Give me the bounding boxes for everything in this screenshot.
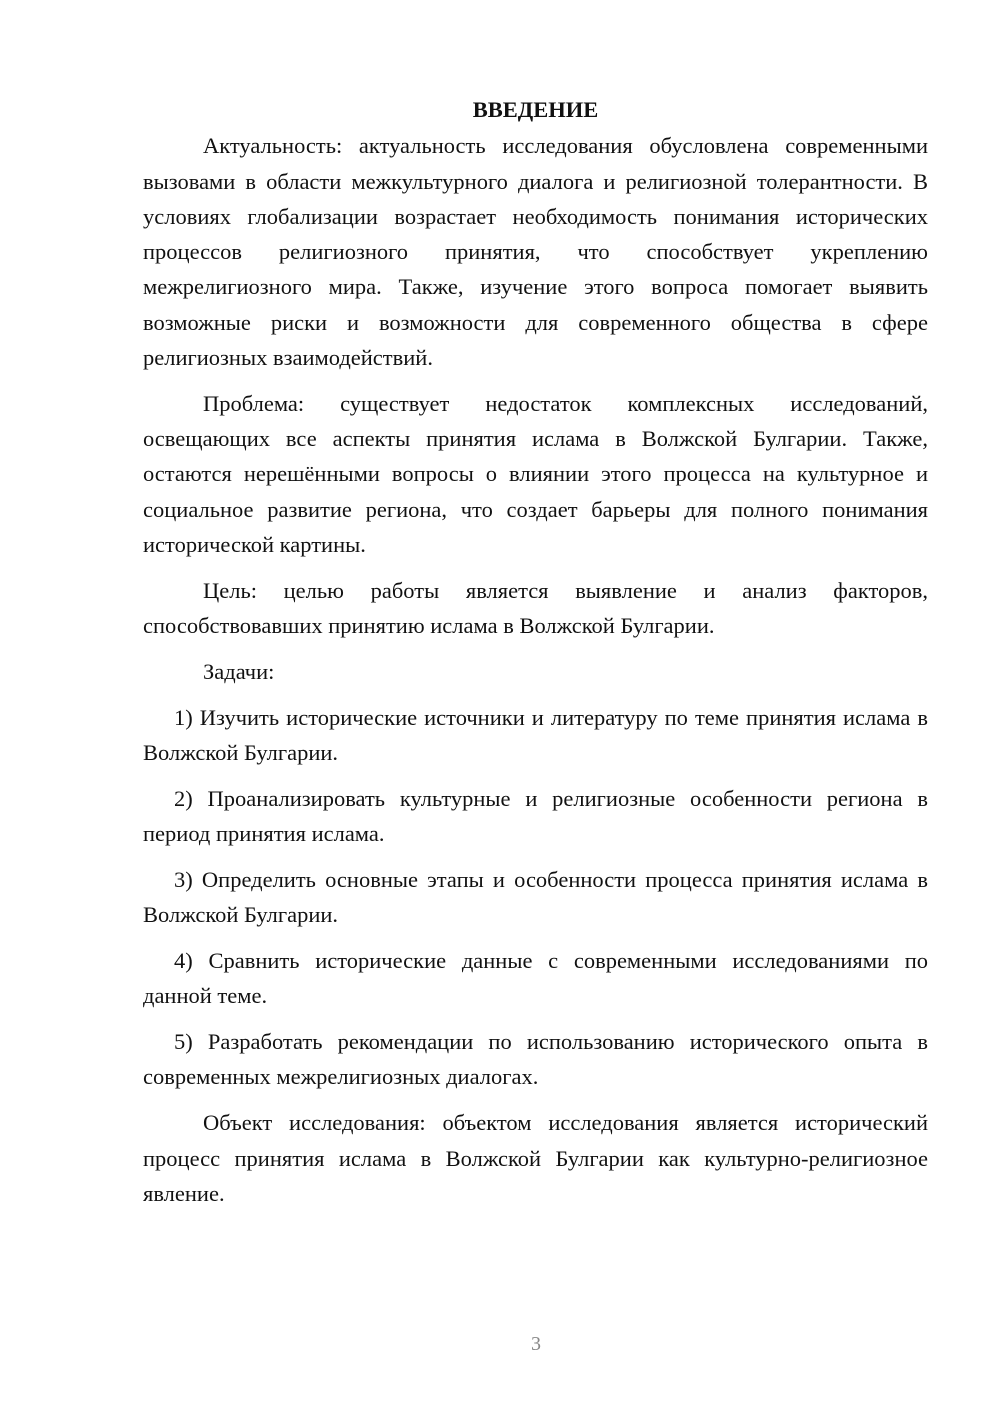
page-number: 3: [531, 1333, 541, 1355]
paragraph-problem: Проблема: существует недостаток комплексных исследований, освещающих все аспекты принятия ислама в Волжской Булгарии. Также, остаются нерешёнными вопросы о влиянии этого процесса на культурное и социальное развитие региона, что создает барьеры для полного понимания исторической картины.: [143, 390, 928, 558]
task-item-4: 4) Сравнить исторические данные с современными исследованиями по данной теме.: [143, 948, 928, 1009]
paragraph-relevance: Актуальность: актуальность исследования обусловлена современными вызовами в области межкультурного диалога и религиозной толерантности. В условиях глобализации возрастает необходимость понимания исторических процессов религиозного принятия, что способствует укреплению межрелигиозного мира. Также, изучение этого вопроса помогает выявить возможные риски и возможности для современного общества в сфере религиозных взаимодействий.: [143, 133, 928, 371]
task-item-3: 3) Определить основные этапы и особенности процесса принятия ислама в Волжской Булгарии.: [143, 866, 928, 928]
document-page: [143, 92, 928, 1211]
task-item-5: 5) Разработать рекомендации по использованию исторического опыта в современных межрелигиозных диалогах.: [143, 1029, 928, 1090]
paragraph-goal: Цель: целью работы является выявление и анализ факторов, способствовавших принятию ислама в Волжской Булгарии.: [143, 577, 928, 639]
section-title: ВВЕДЕНИЕ: [472, 97, 599, 122]
task-item-1: 1) Изучить исторические источники и литературу по теме принятия ислама в Волжской Булгарии.: [143, 704, 928, 766]
paragraph-tasks-heading: Задачи:: [203, 658, 275, 684]
task-item-2: 2) Проанализировать культурные и религиозные особенности региона в период принятия ислама.: [143, 785, 928, 847]
paragraph-object: Объект исследования: объектом исследования является исторический процесс принятия ислама в Волжской Булгарии как культурно-религиозное явление.: [143, 1110, 928, 1206]
